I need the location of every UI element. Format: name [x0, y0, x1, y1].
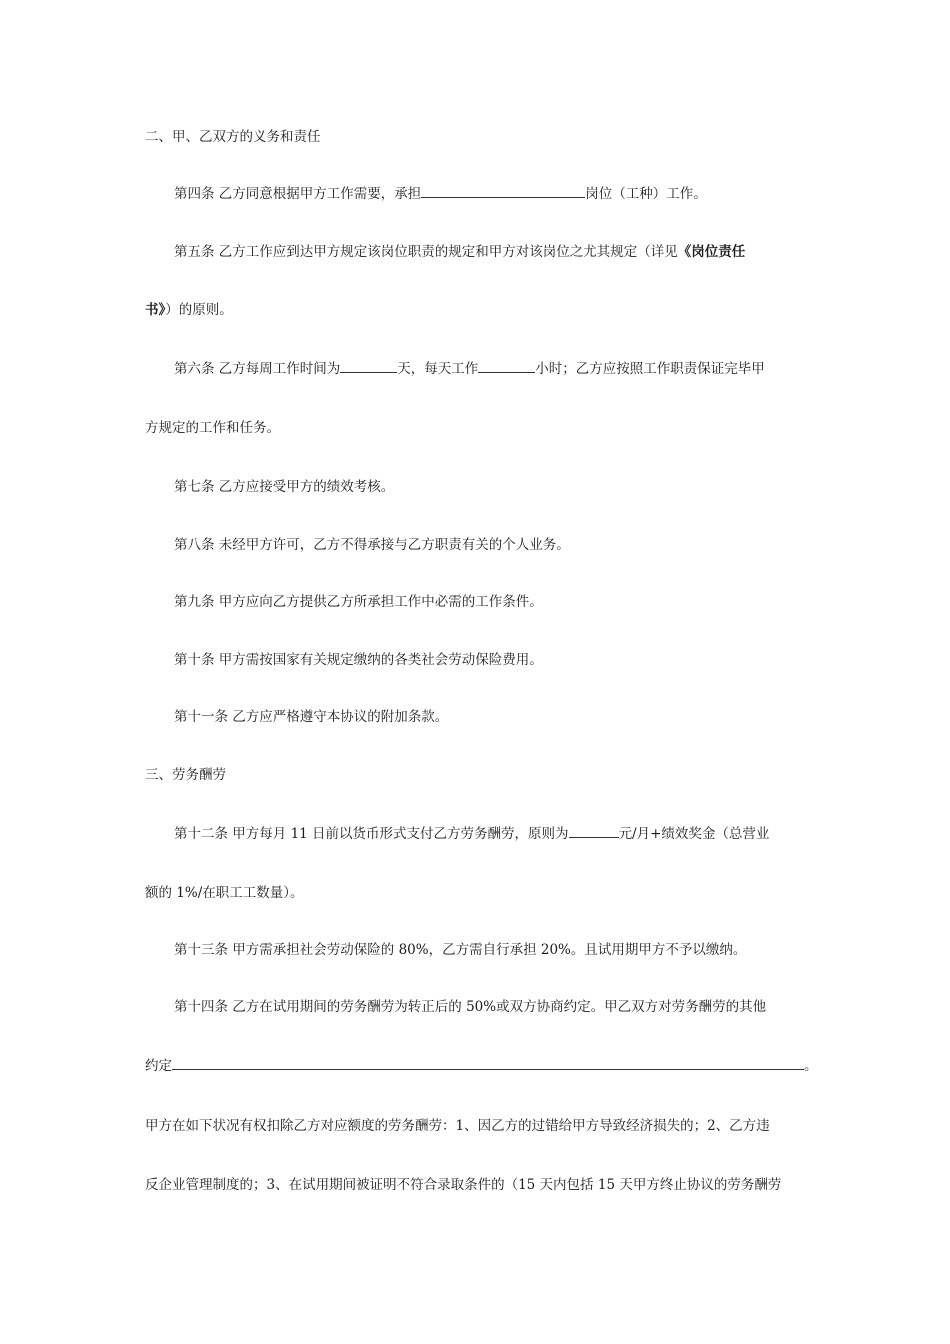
article-4-text-pre: 第四条 乙方同意根据甲方工作需要，承担 — [174, 186, 422, 202]
position-blank — [421, 184, 585, 198]
article-6-text-post: 小时；乙方应按照工作职责保证完毕甲 — [535, 361, 765, 377]
article-12-line-2: 额的 1%/在职工工数量）。 — [145, 885, 304, 901]
salary-blank — [569, 824, 619, 838]
article-6-text-mid: 天，每天工作 — [397, 361, 479, 377]
section-2-heading: 二、甲、乙双方的义务和责任 — [145, 129, 321, 145]
article-5-line-2 — [145, 300, 815, 320]
article-4-text-post: 岗位（工种）工作。 — [585, 186, 707, 202]
days-blank — [340, 359, 397, 373]
article-6-line-2: 方规定的工作和任务。 — [145, 420, 280, 436]
article-7: 第七条 乙方应接受甲方的绩效考核。 — [174, 479, 395, 495]
article-6-text-pre: 第六条 乙方每周工作时间为 — [174, 361, 341, 377]
article-9: 第九条 甲方应向乙方提供乙方所承担工作中必需的工作条件。 — [174, 594, 543, 610]
section-3-heading: 三、劳务酬劳 — [145, 767, 226, 783]
article-5-line-1 — [174, 242, 844, 262]
article-5-bold-ref-end: 书》 — [145, 302, 166, 318]
article-8: 第八条 未经甲方许可，乙方不得承接与乙方职责有关的个人业务。 — [174, 537, 570, 553]
article-6-line-1 — [174, 359, 844, 379]
article-13: 第十三条 甲方需承担社会劳动保险的 80%，乙方需自行承担 20%。且试用期甲方不予以缴纳。 — [174, 942, 747, 958]
article-14-line-2 — [145, 1056, 818, 1076]
article-14-text-pre: 约定 — [145, 1058, 172, 1074]
article-12-text-post: 元/月+绩效奖金（总营业 — [618, 826, 770, 842]
article-4 — [174, 184, 844, 204]
article-14-text-end: 。 — [804, 1058, 818, 1074]
deduction-clause-line-2: 反企业管理制度的；3、在试用期间被证明不符合录取条件的（15 天内包括 15 天甲方终止协议的劳务酬劳 — [145, 1177, 782, 1193]
hours-blank — [478, 359, 535, 373]
article-14-line-1: 第十四条 乙方在试用期间的劳务酬劳为转正后的 50%或双方协商约定。甲乙双方对劳务酬劳的其他 — [174, 999, 767, 1015]
article-5-text: 第五条 乙方工作应到达甲方规定该岗位职责的规定和甲方对该岗位之尤其规定（详见 — [174, 244, 678, 260]
deduction-clause-line-1: 甲方在如下状况有权扣除乙方对应额度的劳务酬劳：1、因乙方的过错给甲方导致经济损失的；2、乙方违 — [145, 1118, 770, 1134]
article-11: 第十一条 乙方应严格遵守本协议的附加条款。 — [174, 709, 449, 725]
article-12-text-pre: 第十二条 甲方每月 11 日前以货币形式支付乙方劳务酬劳，原则为 — [174, 826, 569, 842]
article-10: 第十条 甲方需按国家有关规定缴纳的各类社会劳动保险费用。 — [174, 652, 543, 668]
article-5-bold-ref: 《岗位责任 — [677, 244, 746, 260]
article-5-text-end: ）的原则。 — [165, 302, 233, 318]
article-12-line-1 — [174, 824, 844, 844]
other-agreement-blank — [172, 1056, 804, 1070]
